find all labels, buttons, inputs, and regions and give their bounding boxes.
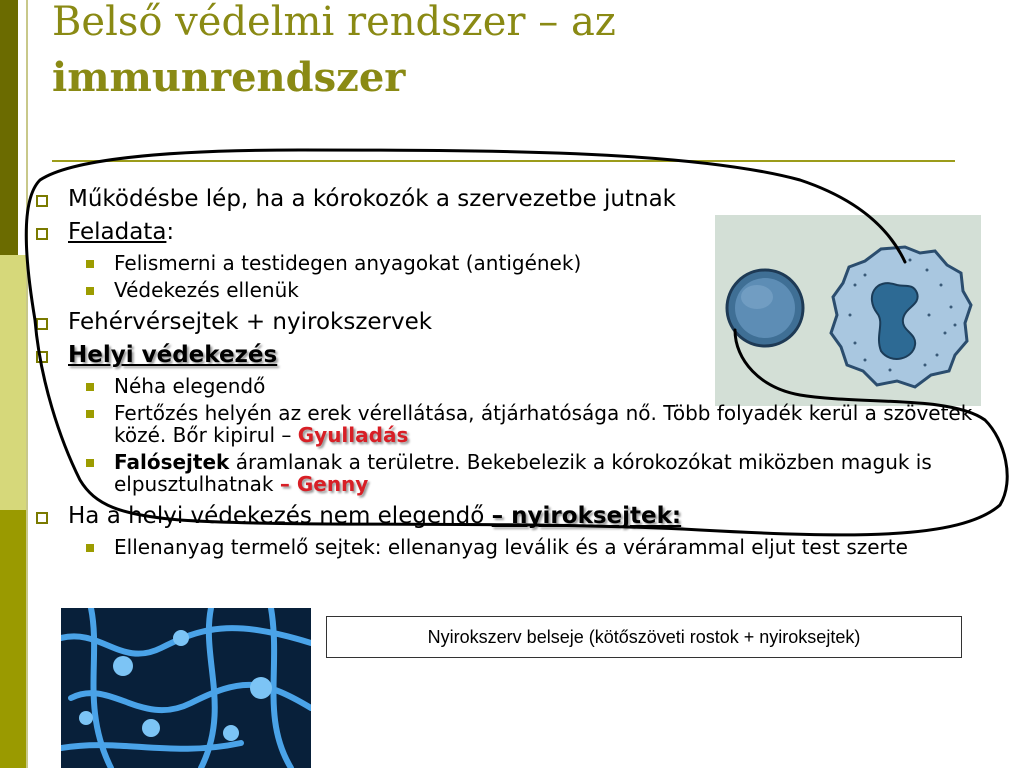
- title-line-1: Belső védelmi rendszer – az: [52, 0, 616, 45]
- bullet-4-sub-1: Néha elegendő: [30, 375, 1020, 397]
- filled-square-bullet-icon: [86, 544, 94, 552]
- micrograph-caption: Nyirokszerv belseje (kötőszöveti rostok + nyiroksejtek): [326, 616, 962, 658]
- bullet-2-sub-2: Védekezés ellenük: [30, 279, 1020, 301]
- genny-highlight: – Genny: [279, 472, 369, 496]
- filled-square-bullet-icon: [86, 260, 94, 268]
- bullet-3: Fehérvérsejtek + nyirokszervek: [30, 306, 1020, 339]
- bullet-4: [30, 339, 1020, 372]
- left-bar-middle: [0, 255, 26, 510]
- gyulladas-highlight: Gyulladás: [297, 423, 409, 447]
- square-bullet-icon: [36, 195, 48, 207]
- nyiroksejtek-term: – nyiroksejtek:: [491, 503, 682, 529]
- square-bullet-icon: [36, 512, 48, 524]
- lymph-node-micrograph: [61, 608, 311, 768]
- bullet-5-sub-1: Ellenanyag termelő sejtek: ellenanyag leválik és a vérárammal eljut test szerte: [30, 536, 1020, 558]
- bullet-2: Feladata:: [30, 216, 1020, 249]
- left-bar-bottom: [0, 510, 26, 768]
- bullet-4-sub-3: Falósejtek áramlanak a területre. Bekebelezik a kórokozókat miközben maguk is elpusztulhatnak – Genny: [30, 451, 1020, 495]
- bullet-1: Működésbe lép, ha a kórokozók a szervezetbe jutnak: [30, 183, 1020, 216]
- filled-square-bullet-icon: [86, 287, 94, 295]
- title-line-2: immunrendszer: [52, 54, 406, 101]
- bullet-4-sub-2: Fertőzés helyén az erek vérellátása, átjárhatósága nő. Több folyadék kerül a szövetek közé. Bőr kipirul – Gyulladás: [30, 402, 1020, 446]
- falosejtek-term: Falósejtek: [114, 450, 230, 474]
- filled-square-bullet-icon: [86, 383, 94, 391]
- feladata-label: Feladata: [68, 219, 167, 245]
- filled-square-bullet-icon: [86, 410, 94, 418]
- filled-square-bullet-icon: [86, 459, 94, 467]
- helyi-vedekezes-heading: Helyi védekezés: [68, 342, 278, 368]
- slide-title: [52, 0, 952, 106]
- bullet-2-sub-1: Felismerni a testidegen anyagokat (antigének): [30, 252, 1020, 274]
- bullet-5: Ha a helyi védekezés nem elegendő – nyiroksejtek:: [30, 500, 1020, 533]
- left-bar-top: [0, 0, 18, 255]
- square-bullet-icon: [36, 318, 48, 330]
- square-bullet-icon: [36, 351, 48, 363]
- title-divider: [52, 160, 955, 162]
- slide-content: [30, 183, 1020, 563]
- square-bullet-icon: [36, 228, 48, 240]
- left-thin-line: [26, 0, 28, 768]
